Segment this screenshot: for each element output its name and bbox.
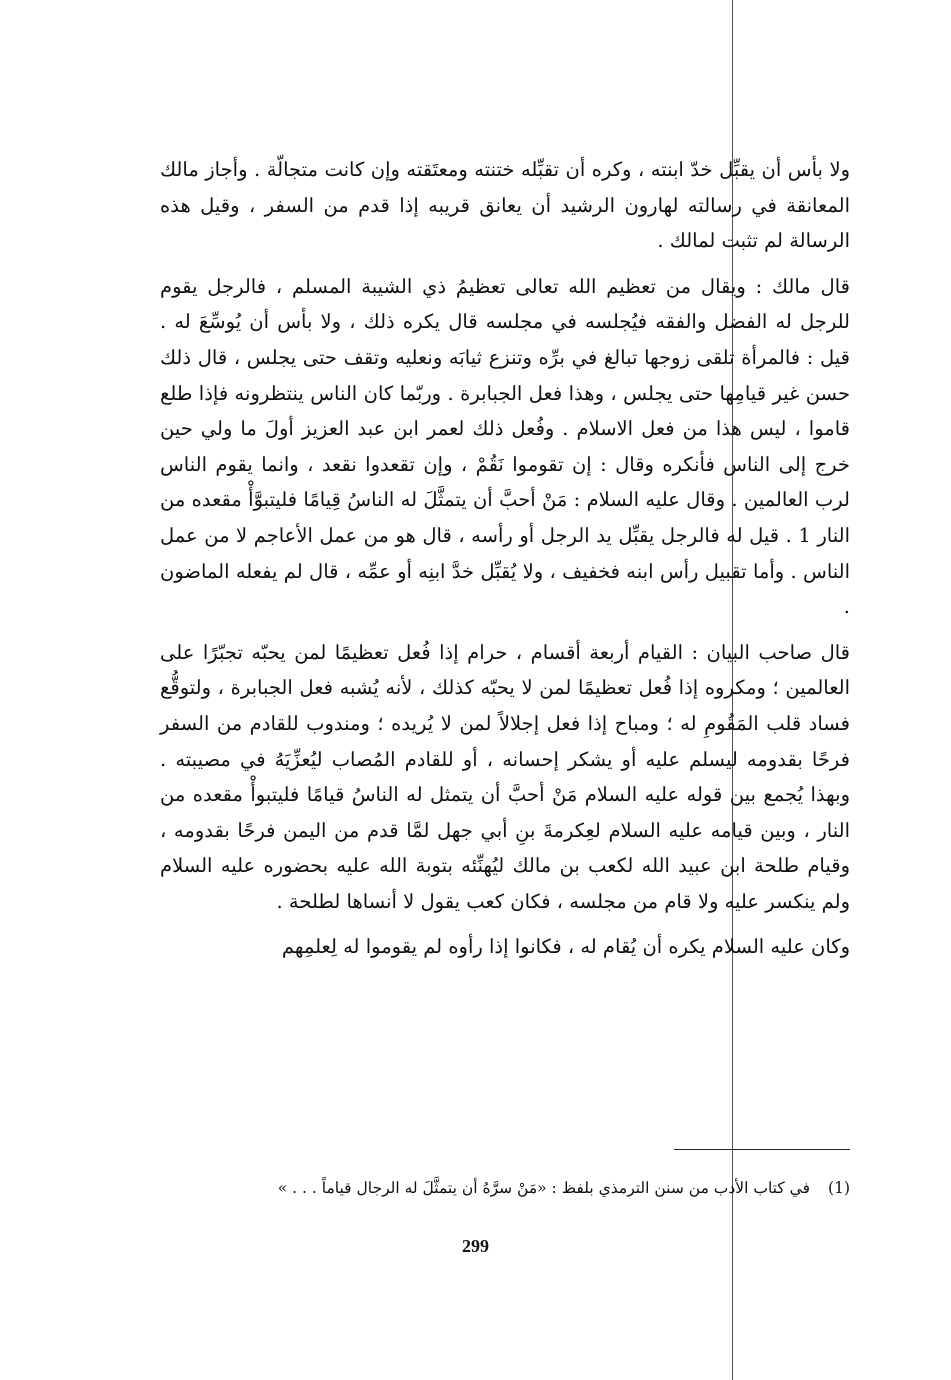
- footnote-separator: [674, 1149, 850, 1150]
- text-line: وكان عليه السلام يكره أن يُقام له ، فكانوا إذا رأوه لم يقوموا له لِعلمِهم: [281, 935, 850, 959]
- footnote-number: (1): [828, 1179, 850, 1197]
- text-line: يتمثل له الناسُ قيامًا فليتبوأْ مقعده من النار ، وبين قيامه عليه السلام لعِكرمةَ بنِ: [160, 783, 850, 842]
- text-line: مجلسه ، فكان كعب يقول لا أنساها لطلحة .: [276, 889, 627, 913]
- paragraph-3: [160, 635, 850, 920]
- paragraph-1: [160, 152, 850, 259]
- text-line: وإن تقعدوا نقعد ، وانما يقوم الناس لرب العالمين . وقال عليه السلام : مَنْ أحبَّ: [160, 452, 850, 512]
- text-line: أن يتمثَّلَ له الناسُ قِيامًا فليتبوَّأْ مقعده من النار 1 . قيل له فالرجل يقبِّل يد الرجل أو: [160, 488, 850, 547]
- footnote: [160, 1176, 850, 1200]
- text-line: ومندوب للقادم من السفر فرحًا بقدومه ليسلم عليه أو يشكر إحسانه ، أو للقادم: [160, 711, 850, 771]
- text-line: ابن عبد العزيز أولَ ما ولي حين خرج إلى الناس فأنكره وقال : إن تقوموا نَقُمْ ،: [160, 417, 850, 476]
- text-line: مالك ليُهنِّئه بتوبة الله عليه بحضوره عليه السلام ولم ينكسر عليه ولا قام من: [160, 854, 850, 913]
- text-line: رأسه ، قال هو من عمل الأعاجم لا من عمل الناس . وأما تقبيل رأس ابنه: [160, 523, 850, 583]
- text-line: وأجاز مالك المعانقة في رسالته لهارون الرشيد أن يعانق قريبه إذا قدم من السفر ،: [160, 158, 850, 217]
- paragraph-2: [160, 269, 850, 625]
- text-line: قال مالك : ويقال من تعظيم الله تعالى تعظيمُ ذي الشيبة المسلم ، فالرجل: [197, 274, 850, 298]
- text-line: أبي جهل لمَّا قدم من اليمن فرحًا بقدومه ، وقيام طلحة ابن عبيد الله لكعب بن: [160, 818, 850, 878]
- paragraph-4: [160, 929, 850, 965]
- text-line: وقيل هذه الرسالة لم تثبت لمالك .: [160, 193, 850, 253]
- text-line: يُوسِّعَ له . قيل : فالمرأة تلقى زوجها تبالغ في برِّه وتنزع ثيابَه ونعليه وتقف حتى: [160, 310, 850, 369]
- text-line: المُصاب ليُعزِّيَهُ في مصيبته . وبهذا يُجمع بين قوله عليه السلام مَنْ أحبَّ أن: [160, 747, 850, 807]
- page-number: 299: [462, 1236, 489, 1256]
- main-text: [160, 152, 850, 965]
- text-line: قال صاحب البيان : القيام أربعة أقسام ، حرام إذا فُعل تعظيمًا لمن يحبّه تجبّرًا: [194, 640, 850, 664]
- text-line: يجلس ، قال ذلك حسن غير قيامِها حتى يجلس ، وهذا فعل الجبابرة . وربّما: [160, 345, 850, 405]
- text-line: كان الناس ينتظرونه فإذا طلع قاموا ، ليس هذا من فعل الاسلام . وفُعل ذلك لعمر: [160, 381, 850, 441]
- text-line: فخفيف ، ولا يُقبِّل خدَّ ابنِه أو عمِّه ، قال لم يفعله الماضون .: [160, 559, 850, 619]
- text-line: يقوم للرجل له الفضل والفقه فيُجلسه في مجلسه قال يكره ذلك ، ولا بأس أن: [160, 274, 850, 334]
- text-line: على العالمين ؛ ومكروه إذا فُعل تعظيمًا لمن لا يحبّه كذلك ، لأنه يُشبه فعل: [160, 640, 850, 700]
- text-line: الجبابرة ، ولتوقُّع فساد قلب المَقُومِ له ؛ ومباح إذا فعل إجلالاً لمن لا يُريده ؛: [160, 676, 850, 735]
- footnote-text: في كتاب الأدب من سنن الترمذي بلفظ : «مَنْ سرَّهُ أن يتمثَّلَ له الرجال قياماً . . . »: [277, 1179, 810, 1197]
- text-line: ولا بأس أن يقبِّل خدّ ابنته ، وكره أن تقبِّله ختنته ومعتَقته وإن كانت متجالّة .: [247, 158, 850, 181]
